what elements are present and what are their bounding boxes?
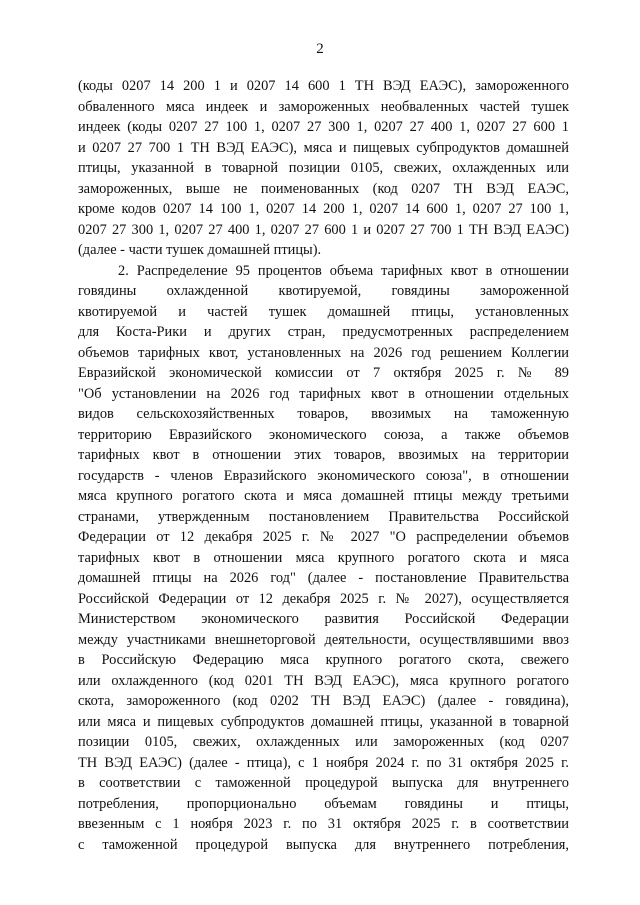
text-line: объемов тарифных квот, установленных на 2026 год решением Коллегии — [78, 344, 569, 361]
text-line: тарифных квот в отношении этих товаров, ввозимых на территории — [78, 447, 569, 463]
text-line: Евразийской экономической комиссии от 7 октября 2025 г. № 89 — [78, 365, 569, 381]
text-line: Федерации от 12 декабря 2025 г. № 2027 "О распределении объемов — [78, 529, 569, 545]
text-line: в Российскую Федерацию мяса крупного рогатого скота, свежего — [78, 652, 569, 668]
text-line: с таможенной процедурой выпуска для внутреннего потребления, — [78, 836, 569, 853]
text-line: птицы, указанной в товарной позиции 0105, свежих, охлажденных или — [78, 160, 569, 176]
text-line: (коды 0207 14 200 1 и 0207 14 600 1 ТН ВЭД ЕАЭС), замороженного — [78, 78, 569, 94]
text-line: индеек (коды 0207 27 100 1, 0207 27 300 1, 0207 27 400 1, 0207 27 600 1 — [78, 119, 569, 135]
text-line: ТН ВЭД ЕАЭС) (далее - птица), с 1 ноября 2024 г. по 31 октября 2025 г. — [78, 754, 569, 771]
text-line: говядины охлажденной квотируемой, говядины замороженной — [78, 283, 569, 299]
text-line: государств - членов Евразийского экономического союза", в отношении — [78, 467, 569, 484]
text-line: и 0207 27 700 1 ТН ВЭД ЕАЭС), мяса и пищевых субпродуктов домашней — [78, 139, 569, 156]
text-line: позиции 0105, свежих, охлажденных или замороженных (код 0207 — [78, 734, 569, 750]
text-line: скота, замороженного (код 0202 ТН ВЭД ЕАЭС) (далее - говядина), — [78, 693, 569, 709]
text-line: или мяса и пищевых субпродуктов домашней птицы, указанной в товарной — [78, 713, 569, 730]
page-number: 2 — [316, 41, 324, 57]
text-line: территорию Евразийского экономического союза, а также объемов — [78, 426, 569, 443]
text-line: кроме кодов 0207 14 100 1, 0207 14 200 1, 0207 14 600 1, 0207 27 100 1, — [78, 201, 569, 217]
document-body — [78, 76, 569, 855]
text-line: тарифных квот в отношении мяса крупного рогатого скота и мяса — [78, 549, 569, 566]
text-line: домашней птицы на 2026 год" (далее - постановление Правительства — [78, 570, 569, 586]
text-line: для Коста-Рики и других стран, предусмотренных распределением — [78, 324, 569, 340]
text-line: ввезенным с 1 ноября 2023 г. по 31 октября 2025 г. в соответствии — [78, 816, 569, 832]
text-line: 0207 27 300 1, 0207 27 400 1, 0207 27 600 1 и 0207 27 700 1 ТН ВЭД ЕАЭС) — [78, 221, 569, 238]
paragraph-start-line: 2. Распределение 95 процентов объема тарифных квот в отношении — [118, 262, 569, 279]
text-line: или охлажденного (код 0201 ТН ВЭД ЕАЭС), мяса крупного рогатого — [78, 672, 569, 689]
text-line: замороженных, выше не поименованных (код 0207 ТН ВЭД ЕАЭС, — [78, 180, 569, 197]
text-line: обваленного мяса индеек и замороженных необваленных частей тушек — [78, 98, 569, 115]
text-line: странами, утвержденным постановлением Правительства Российской — [78, 508, 569, 525]
text-line: Российской Федерации от 12 декабря 2025 г. № 2027), осуществляется — [78, 590, 569, 607]
text-line: Министерством экономического развития Российской Федерации — [78, 611, 569, 627]
text-line: потребления, пропорционально объемам говядины и птицы, — [78, 795, 569, 812]
text-line: в соответствии с таможенной процедурой выпуска для внутреннего — [78, 775, 569, 791]
text-line: квотируемой и частей тушек домашней птицы, установленных — [78, 303, 569, 320]
text-line: между участниками внешнеторговой деятельности, осуществлявшими ввоз — [78, 631, 569, 648]
paragraph-end-line: (далее - части тушек домашней птицы). — [78, 242, 322, 258]
text-line: видов сельскохозяйственных товаров, ввозимых на таможенную — [78, 406, 569, 422]
text-line: "Об установлении на 2026 год тарифных квот в отношении отдельных — [78, 385, 569, 402]
text-line: мяса крупного рогатого скота и мяса домашней птицы между третьими — [78, 488, 569, 504]
